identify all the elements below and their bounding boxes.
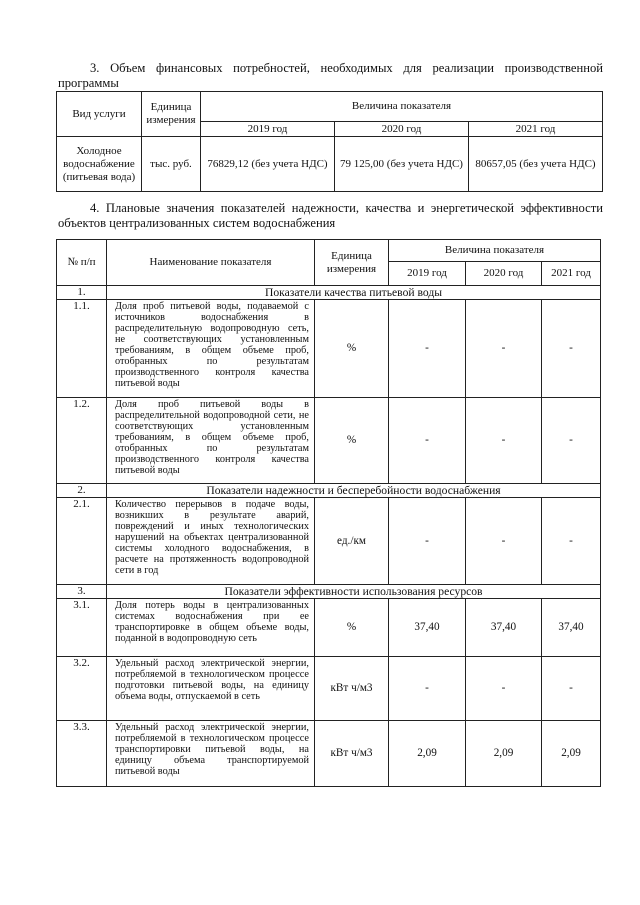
row-name: Доля проб питьевой воды в распределительной водопроводной сети, не соответствующих установленным требованиям, в общем объеме проб, отобранных по результатам производственного контроля качества питьевой воды (107, 398, 315, 484)
row-value-2020: - (466, 398, 542, 484)
row-value-2020: 2,09 (466, 721, 542, 787)
section-3-heading: 3. Объем финансовых потребностей, необходимых для реализации производственной программы (58, 61, 603, 90)
row-value-2020: 37,40 (466, 599, 542, 657)
row-num: 2.1. (57, 498, 107, 585)
header-unit: Единица измерения (315, 240, 389, 286)
row-value-2019: 37,40 (389, 599, 466, 657)
header-name: Наименование показателя (107, 240, 315, 286)
row-unit: % (315, 599, 389, 657)
header-year-2020: 2020 год (466, 262, 542, 286)
row-value-2021: 37,40 (542, 599, 601, 657)
header-service: Вид услуги (57, 92, 142, 137)
header-year-2020: 2020 год (335, 122, 469, 137)
section-num: 3. (57, 585, 107, 599)
section-num: 2. (57, 484, 107, 498)
row-name: Удельный расход электрической энергии, потребляемой в технологическом процессе подготовки питьевой воды, на единицу объема воды, отпускаемой в сеть (107, 657, 315, 721)
header-year-2019: 2019 год (389, 262, 466, 286)
row-value-2020: - (466, 657, 542, 721)
row-name: Доля потерь воды в централизованных системах водоснабжения при ее транспортировке в общем объеме воды, поданной в водопроводную сеть (107, 599, 315, 657)
section-title: Показатели качества питьевой воды (107, 286, 601, 300)
row-value-2021: 2,09 (542, 721, 601, 787)
section-4-heading: 4. Плановые значения показателей надежности, качества и энергетической эффективности объектов централизованных систем водоснабжения (58, 201, 603, 230)
row-value-2019: - (389, 657, 466, 721)
row-unit: кВт ч/м3 (315, 721, 389, 787)
row-value-2020: - (466, 300, 542, 398)
row-name: Доля проб питьевой воды, подаваемой с источников водоснабжения в распределительную водопроводную сеть, не соответствующих установленным требованиям, в общем объеме проб, отобранных по результатам производственного контроля качества питьевой воды (107, 300, 315, 398)
header-value: Величина показателя (389, 240, 601, 262)
row-unit: кВт ч/м3 (315, 657, 389, 721)
row-unit: % (315, 398, 389, 484)
header-unit: Единица измерения (142, 92, 201, 137)
row-value-2019: - (389, 398, 466, 484)
header-value: Величина показателя (201, 92, 603, 122)
row-num: 1.1. (57, 300, 107, 398)
row-value-2020: 79 125,00 (без учета НДС) (335, 137, 469, 192)
row-num: 3.2. (57, 657, 107, 721)
row-num: 3.3. (57, 721, 107, 787)
row-unit: тыс. руб. (142, 137, 201, 192)
header-year-2021: 2021 год (469, 122, 603, 137)
row-name: Удельный расход электрической энергии, потребляемой в технологическом процессе транспортировки питьевой воды, на единицу объема транспортируемой питьевой воды (107, 721, 315, 787)
row-service: Холодное водоснабжение (питьевая вода) (57, 137, 142, 192)
row-unit: ед./км (315, 498, 389, 585)
header-year-2019: 2019 год (201, 122, 335, 137)
row-value-2021: - (542, 498, 601, 585)
row-num: 3.1. (57, 599, 107, 657)
header-num: № п/п (57, 240, 107, 286)
row-value-2019: 76829,12 (без учета НДС) (201, 137, 335, 192)
row-value-2019: 2,09 (389, 721, 466, 787)
section-num: 1. (57, 286, 107, 300)
header-year-2021: 2021 год (542, 262, 601, 286)
row-value-2021: - (542, 300, 601, 398)
section-title: Показатели надежности и бесперебойности водоснабжения (107, 484, 601, 498)
indicators-table (56, 239, 601, 787)
section-title: Показатели эффективности использования ресурсов (107, 585, 601, 599)
row-unit: % (315, 300, 389, 398)
row-name: Количество перерывов в подаче воды, возникших в результате аварий, повреждений и иных технологических нарушений на объектах централизованной системы холодного водоснабжения, в расчете на протяженность водопроводной сети в год (107, 498, 315, 585)
row-value-2021: - (542, 657, 601, 721)
row-value-2019: - (389, 498, 466, 585)
row-value-2021: - (542, 398, 601, 484)
row-value-2020: - (466, 498, 542, 585)
row-num: 1.2. (57, 398, 107, 484)
row-value-2019: - (389, 300, 466, 398)
row-value-2021: 80657,05 (без учета НДС) (469, 137, 603, 192)
financial-needs-table (56, 91, 603, 192)
